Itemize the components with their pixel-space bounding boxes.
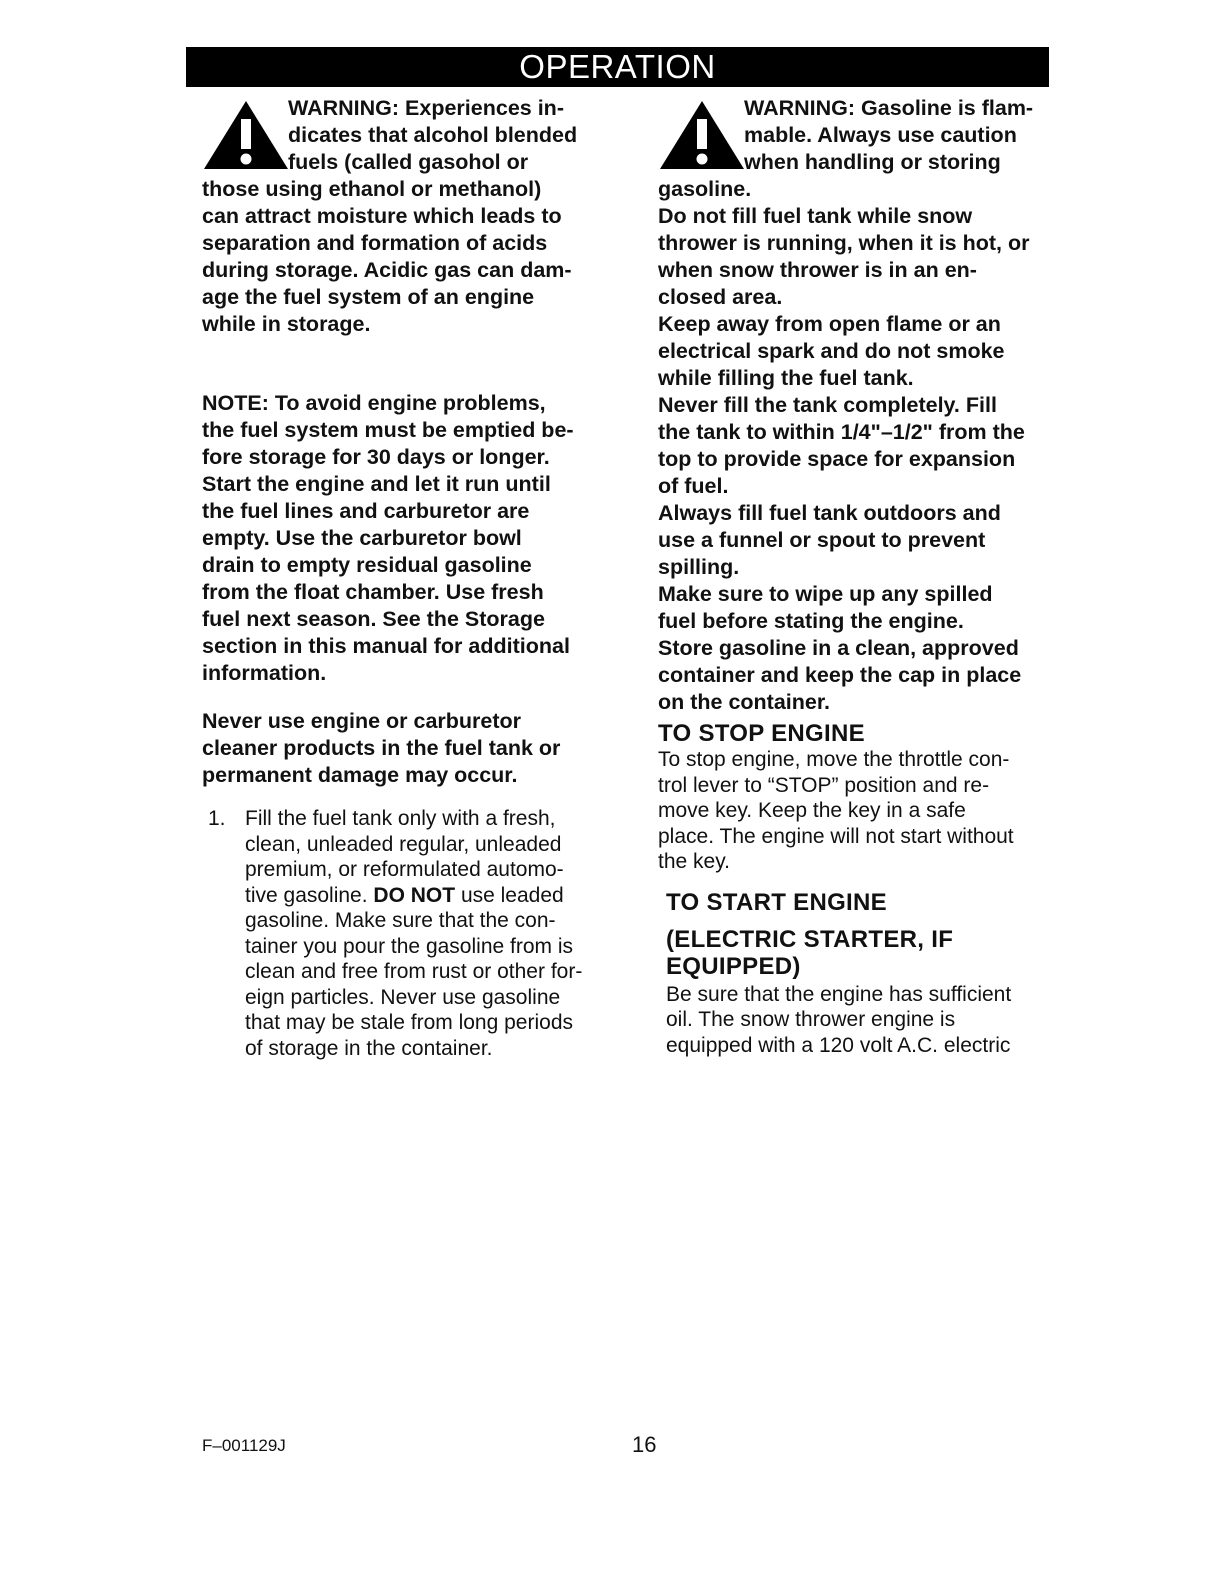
step-line: eign particles. Never use gasoline xyxy=(245,985,561,1009)
warning-line: WARNING: Experiences in- xyxy=(288,96,564,120)
note-line: the fuel lines and carburetor are xyxy=(202,499,530,523)
rule-line: when snow thrower is in an en- xyxy=(658,258,977,282)
note-line: fuel next season. See the Storage xyxy=(202,607,545,631)
stop-engine-heading: TO STOP ENGINE xyxy=(658,720,865,747)
document-code: F–001129J xyxy=(202,1436,286,1455)
warning-line: those using ethanol or methanol) xyxy=(202,177,542,201)
rule-line: on the container. xyxy=(658,690,831,714)
start-line: equipped with a 120 volt A.C. electric xyxy=(666,1033,1011,1057)
rule-line: Do not fill fuel tank while snow xyxy=(658,204,973,228)
start-engine-text xyxy=(666,982,1063,1059)
rule-line: of fuel. xyxy=(658,474,729,498)
warning-line: dicates that alcohol blended xyxy=(288,123,578,147)
warning-line: fuels (called gasohol or xyxy=(288,150,529,174)
start-engine-heading: TO START ENGINE xyxy=(666,888,887,916)
warning-line: gasoline. xyxy=(658,177,752,201)
stop-line: move key. Keep the key in a safe xyxy=(658,799,966,822)
caution-line: permanent damage may occur. xyxy=(202,763,518,787)
step-number: 1. xyxy=(208,807,226,830)
warning-line: when handling or storing xyxy=(744,150,1001,174)
stop-line: trol lever to “STOP” position and re- xyxy=(658,773,990,797)
warning-line: while in storage. xyxy=(202,312,371,336)
note-line: from the float chamber. Use fresh xyxy=(202,580,544,604)
note-line: information. xyxy=(202,661,327,685)
warning-line: during storage. Acidic gas can dam- xyxy=(202,258,572,282)
note-line: fore storage for 30 days or longer. xyxy=(202,445,550,469)
fueling-steps xyxy=(202,806,612,1061)
start-line: Be sure that the engine has sufficient xyxy=(666,982,1012,1006)
fuel-safety-rules xyxy=(658,203,1063,716)
rule-line: use a funnel or spout to prevent xyxy=(658,528,986,552)
stop-line: To stop engine, move the throttle con- xyxy=(658,748,1010,771)
start-line: oil. The snow thrower engine is xyxy=(666,1008,956,1031)
warning-line: mable. Always use caution xyxy=(744,123,1017,147)
stop-line: place. The engine will not start without xyxy=(658,824,1014,848)
step-line: Fill the fuel tank only with a fresh, xyxy=(245,807,556,830)
step-line: tainer you pour the gasoline from is xyxy=(245,934,574,958)
subheading-line: EQUIPPED) xyxy=(666,952,801,980)
cleaner-caution xyxy=(202,708,612,789)
rule-line: Keep away from open flame or an xyxy=(658,312,1001,336)
rule-line: electrical spark and do not smoke xyxy=(658,339,1005,363)
caution-line: Never use engine or carburetor xyxy=(202,709,522,733)
note-line: the fuel system must be emptied be- xyxy=(202,418,574,442)
rule-line: while filling the fuel tank. xyxy=(658,366,914,390)
step-line-with-emphasis xyxy=(245,883,612,909)
page-number: 16 xyxy=(632,1432,657,1457)
rule-line: closed area. xyxy=(658,285,783,309)
note-line: empty. Use the carburetor bowl xyxy=(202,526,522,550)
note-line: NOTE: To avoid engine problems, xyxy=(202,391,546,415)
warning-line: WARNING: Gasoline is flam- xyxy=(744,96,1034,120)
step-text: tive gasoline. xyxy=(245,883,368,907)
rule-line: container and keep the cap in place xyxy=(658,663,1022,687)
stop-line: the key. xyxy=(658,850,730,873)
section-banner: OPERATION xyxy=(186,47,1049,87)
right-column xyxy=(658,95,1063,1058)
step-line: premium, or reformulated automo- xyxy=(245,858,564,881)
caution-line: cleaner products in the fuel tank or xyxy=(202,736,561,760)
stop-engine-text xyxy=(658,747,1063,875)
step-line: that may be stale from long periods xyxy=(245,1011,574,1034)
subheading-line: (ELECTRIC STARTER, IF xyxy=(666,925,954,953)
list-item xyxy=(202,806,612,1061)
rule-line: Always fill fuel tank outdoors and xyxy=(658,501,1001,525)
warning-triangle-icon xyxy=(202,99,290,171)
rule-line: top to provide space for expansion xyxy=(658,447,1016,471)
step-line: gasoline. Make sure that the con- xyxy=(245,909,556,932)
step-line: clean and free from rust or other for- xyxy=(245,960,583,983)
alcohol-fuel-warning xyxy=(202,95,612,338)
note-line: drain to empty residual gasoline xyxy=(202,553,532,577)
electric-starter-subheading xyxy=(666,926,1063,980)
warning-line: can attract moisture which leads to xyxy=(202,204,562,228)
step-line: clean, unleaded regular, unleaded xyxy=(245,832,562,856)
gasoline-flammable-warning xyxy=(658,95,1063,203)
step-text: use leaded xyxy=(460,883,564,907)
warning-triangle-icon xyxy=(658,99,746,171)
rule-line: Make sure to wipe up any spilled xyxy=(658,582,993,606)
rule-line: thrower is running, when it is hot, or xyxy=(658,231,1030,255)
left-column xyxy=(202,95,612,1061)
do-not-emphasis: DO NOT xyxy=(373,883,456,907)
note-line: section in this manual for additional xyxy=(202,634,570,658)
warning-line: age the fuel system of an engine xyxy=(202,285,535,309)
rule-line: fuel before stating the engine. xyxy=(658,609,964,633)
storage-note xyxy=(202,390,612,687)
rule-line: Never fill the tank completely. Fill xyxy=(658,393,997,417)
note-line: Start the engine and let it run until xyxy=(202,472,551,496)
step-line: of storage in the container. xyxy=(245,1036,493,1060)
rule-line: Store gasoline in a clean, approved xyxy=(658,636,1019,660)
rule-line: spilling. xyxy=(658,555,740,579)
warning-line: separation and formation of acids xyxy=(202,231,548,255)
rule-line: the tank to within 1/4"–1/2" from the xyxy=(658,420,1025,444)
